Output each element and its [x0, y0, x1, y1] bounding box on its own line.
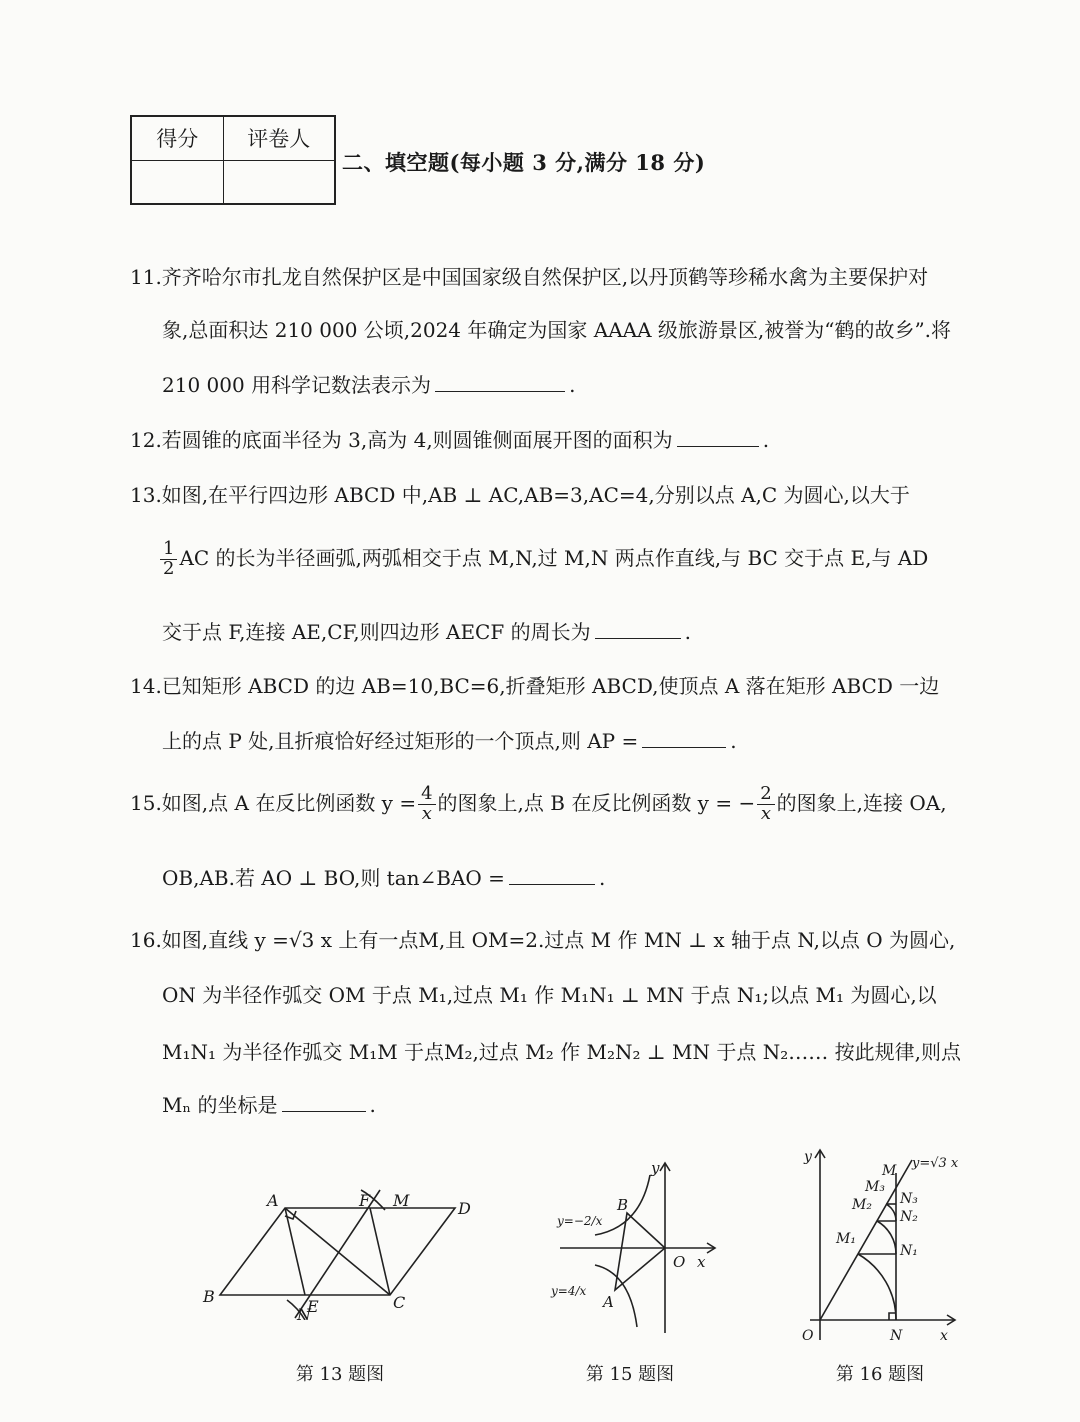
q12-line [130, 428, 769, 452]
label-m: M [882, 1163, 897, 1179]
label-y: y [651, 1159, 660, 1177]
q16-answer-blank[interactable] [282, 1094, 366, 1112]
right-angle-mark [889, 1313, 896, 1320]
label-m: M [393, 1191, 410, 1210]
grader-header: 评卷人 [223, 116, 335, 160]
q13-frac-num: 1 [160, 540, 177, 560]
figure-16-caption: 第 16 题图 [835, 1364, 925, 1385]
label-a: A [603, 1293, 614, 1311]
q12-text: 12.若圆锥的底面半径为 3,高为 4,则圆锥侧面展开图的面积为 [130, 428, 673, 452]
q11-answer-blank[interactable] [435, 374, 565, 392]
q13-line1: 13.如图,在平行四边形 ABCD 中,AB ⊥ AC,AB=3,AC=4,分别以点 A,C 为圆心,以大于 [130, 483, 910, 507]
figure-13-caption: 第 13 题图 [295, 1364, 385, 1385]
q15-part3: 的图象上,连接 OA, [776, 790, 947, 815]
q11-line1: 11.齐齐哈尔市扎龙自然保护区是中国国家级自然保护区,以丹顶鹤等珍稀水禽为主要保护对 [130, 265, 929, 289]
label-y: y [804, 1149, 812, 1165]
label-a: A [267, 1191, 279, 1210]
q13-line2 [158, 540, 928, 579]
score-cell [131, 160, 223, 204]
q11-line3 [162, 373, 575, 397]
label-d: D [458, 1199, 471, 1218]
arc-2 [877, 1221, 896, 1254]
q16-line3: M₁N₁ 为半径作弧交 M₁M 于点M₂,过点 M₂ 作 M₂N₂ ⊥ MN 于点 N₂…… 按此规律,则点 [162, 1040, 961, 1064]
q15-fraction-2 [757, 785, 774, 824]
q11-line2: 象,总面积达 210 000 公顷,2024 年确定为国家 AAAA 级旅游景区,被誉为“鹤的故乡”.将 [162, 318, 952, 342]
figure-16 [790, 1145, 970, 1345]
score-table [130, 115, 336, 205]
label-o: O [673, 1253, 686, 1271]
label-x: x [940, 1328, 948, 1344]
grader-cell [223, 160, 335, 204]
label-b: B [203, 1287, 215, 1306]
label-curve-pos: y=4/x [551, 1284, 587, 1298]
arc-3 [886, 1204, 896, 1221]
q13-answer-blank[interactable] [595, 621, 681, 639]
q15-line1 [130, 785, 947, 824]
q13-end: . [684, 620, 691, 644]
label-f: F [359, 1191, 371, 1210]
q14-answer-blank[interactable] [642, 730, 726, 748]
label-n3: N₃ [900, 1191, 918, 1207]
q16-line2: ON 为半径作弧交 OM 于点 M₁,过点 M₁ 作 M₁N₁ ⊥ MN 于点 N₁;以点 M₁ 为圆心,以 [162, 983, 937, 1007]
q15-line2 [162, 866, 605, 890]
q14-end: . [730, 729, 737, 753]
q16-end: . [369, 1093, 376, 1117]
q12-answer-blank[interactable] [677, 429, 759, 447]
score-header: 得分 [131, 116, 223, 160]
label-x: x [697, 1253, 706, 1271]
q15-frac2-den: x [760, 802, 771, 824]
label-c: C [393, 1293, 406, 1312]
q14-text: 上的点 P 处,且折痕恰好经过矩形的一个顶点,则 AP = [162, 729, 639, 753]
label-n1: N₁ [900, 1243, 918, 1259]
q15-part2: 的图象上,点 B 在反比例函数 y = − [437, 790, 756, 815]
q15-text: OB,AB.若 AO ⊥ BO,则 tan∠BAO = [162, 866, 505, 890]
label-m2: M₂ [852, 1197, 872, 1213]
label-n2: N₂ [900, 1209, 918, 1225]
q14-line2 [162, 729, 737, 753]
figure-15 [545, 1155, 735, 1335]
q15-end: . [598, 866, 606, 890]
label-m3: M₃ [865, 1179, 885, 1195]
arc-1 [858, 1254, 896, 1320]
q15-frac1-num: 4 [418, 785, 435, 805]
label-line: y=√3 x [912, 1156, 959, 1171]
label-m1: M₁ [836, 1231, 856, 1247]
q15-fraction-1 [418, 785, 435, 824]
q15-frac2-num: 2 [757, 785, 774, 805]
section-title: 二、填空题(每小题 3 分,满分 18 分) [342, 150, 706, 175]
figure-15-caption: 第 15 题图 [585, 1364, 675, 1385]
label-n: N [297, 1305, 311, 1320]
figure-13 [195, 1180, 505, 1320]
q16-line4 [162, 1093, 376, 1117]
label-o: O [802, 1328, 814, 1344]
q13-line3 [162, 620, 691, 644]
q15-frac1-den: x [421, 802, 432, 824]
curve-pos-4-over-x [595, 1265, 637, 1327]
q13-fraction [160, 540, 177, 579]
q16-text: Mₙ 的坐标是 [162, 1093, 278, 1117]
q13-frac-den: 2 [163, 557, 175, 579]
q14-line1: 14.已知矩形 ABCD 的边 AB=10,BC=6,折叠矩形 ABCD,使顶点 A 落在矩形 ABCD 一边 [130, 674, 940, 698]
q16-line1: 16.如图,直线 y =√3 x 上有一点M,且 OM=2.过点 M 作 MN ⊥ x 轴于点 N,以点 O 为圆心, [130, 928, 956, 952]
q15-answer-blank[interactable] [509, 867, 595, 885]
q13-text: 交于点 F,连接 AE,CF,则四边形 AECF 的周长为 [162, 620, 591, 644]
q11-text: 210 000 用科学记数法表示为 [162, 373, 432, 397]
label-curve-neg: y=−2/x [557, 1214, 603, 1228]
label-b: B [617, 1196, 629, 1214]
q15-part1: 15.如图,点 A 在反比例函数 y = [130, 790, 417, 815]
label-n: N [890, 1328, 903, 1344]
q13-line2-text: AC 的长为半径画弧,两弧相交于点 M,N,过 M,N 两点作直线,与 BC 交于点 E,与 AD [179, 545, 929, 570]
q12-end: . [762, 428, 770, 452]
q11-end: . [569, 373, 576, 397]
label-e: E [307, 1297, 319, 1316]
diagonal-ac [285, 1208, 390, 1295]
